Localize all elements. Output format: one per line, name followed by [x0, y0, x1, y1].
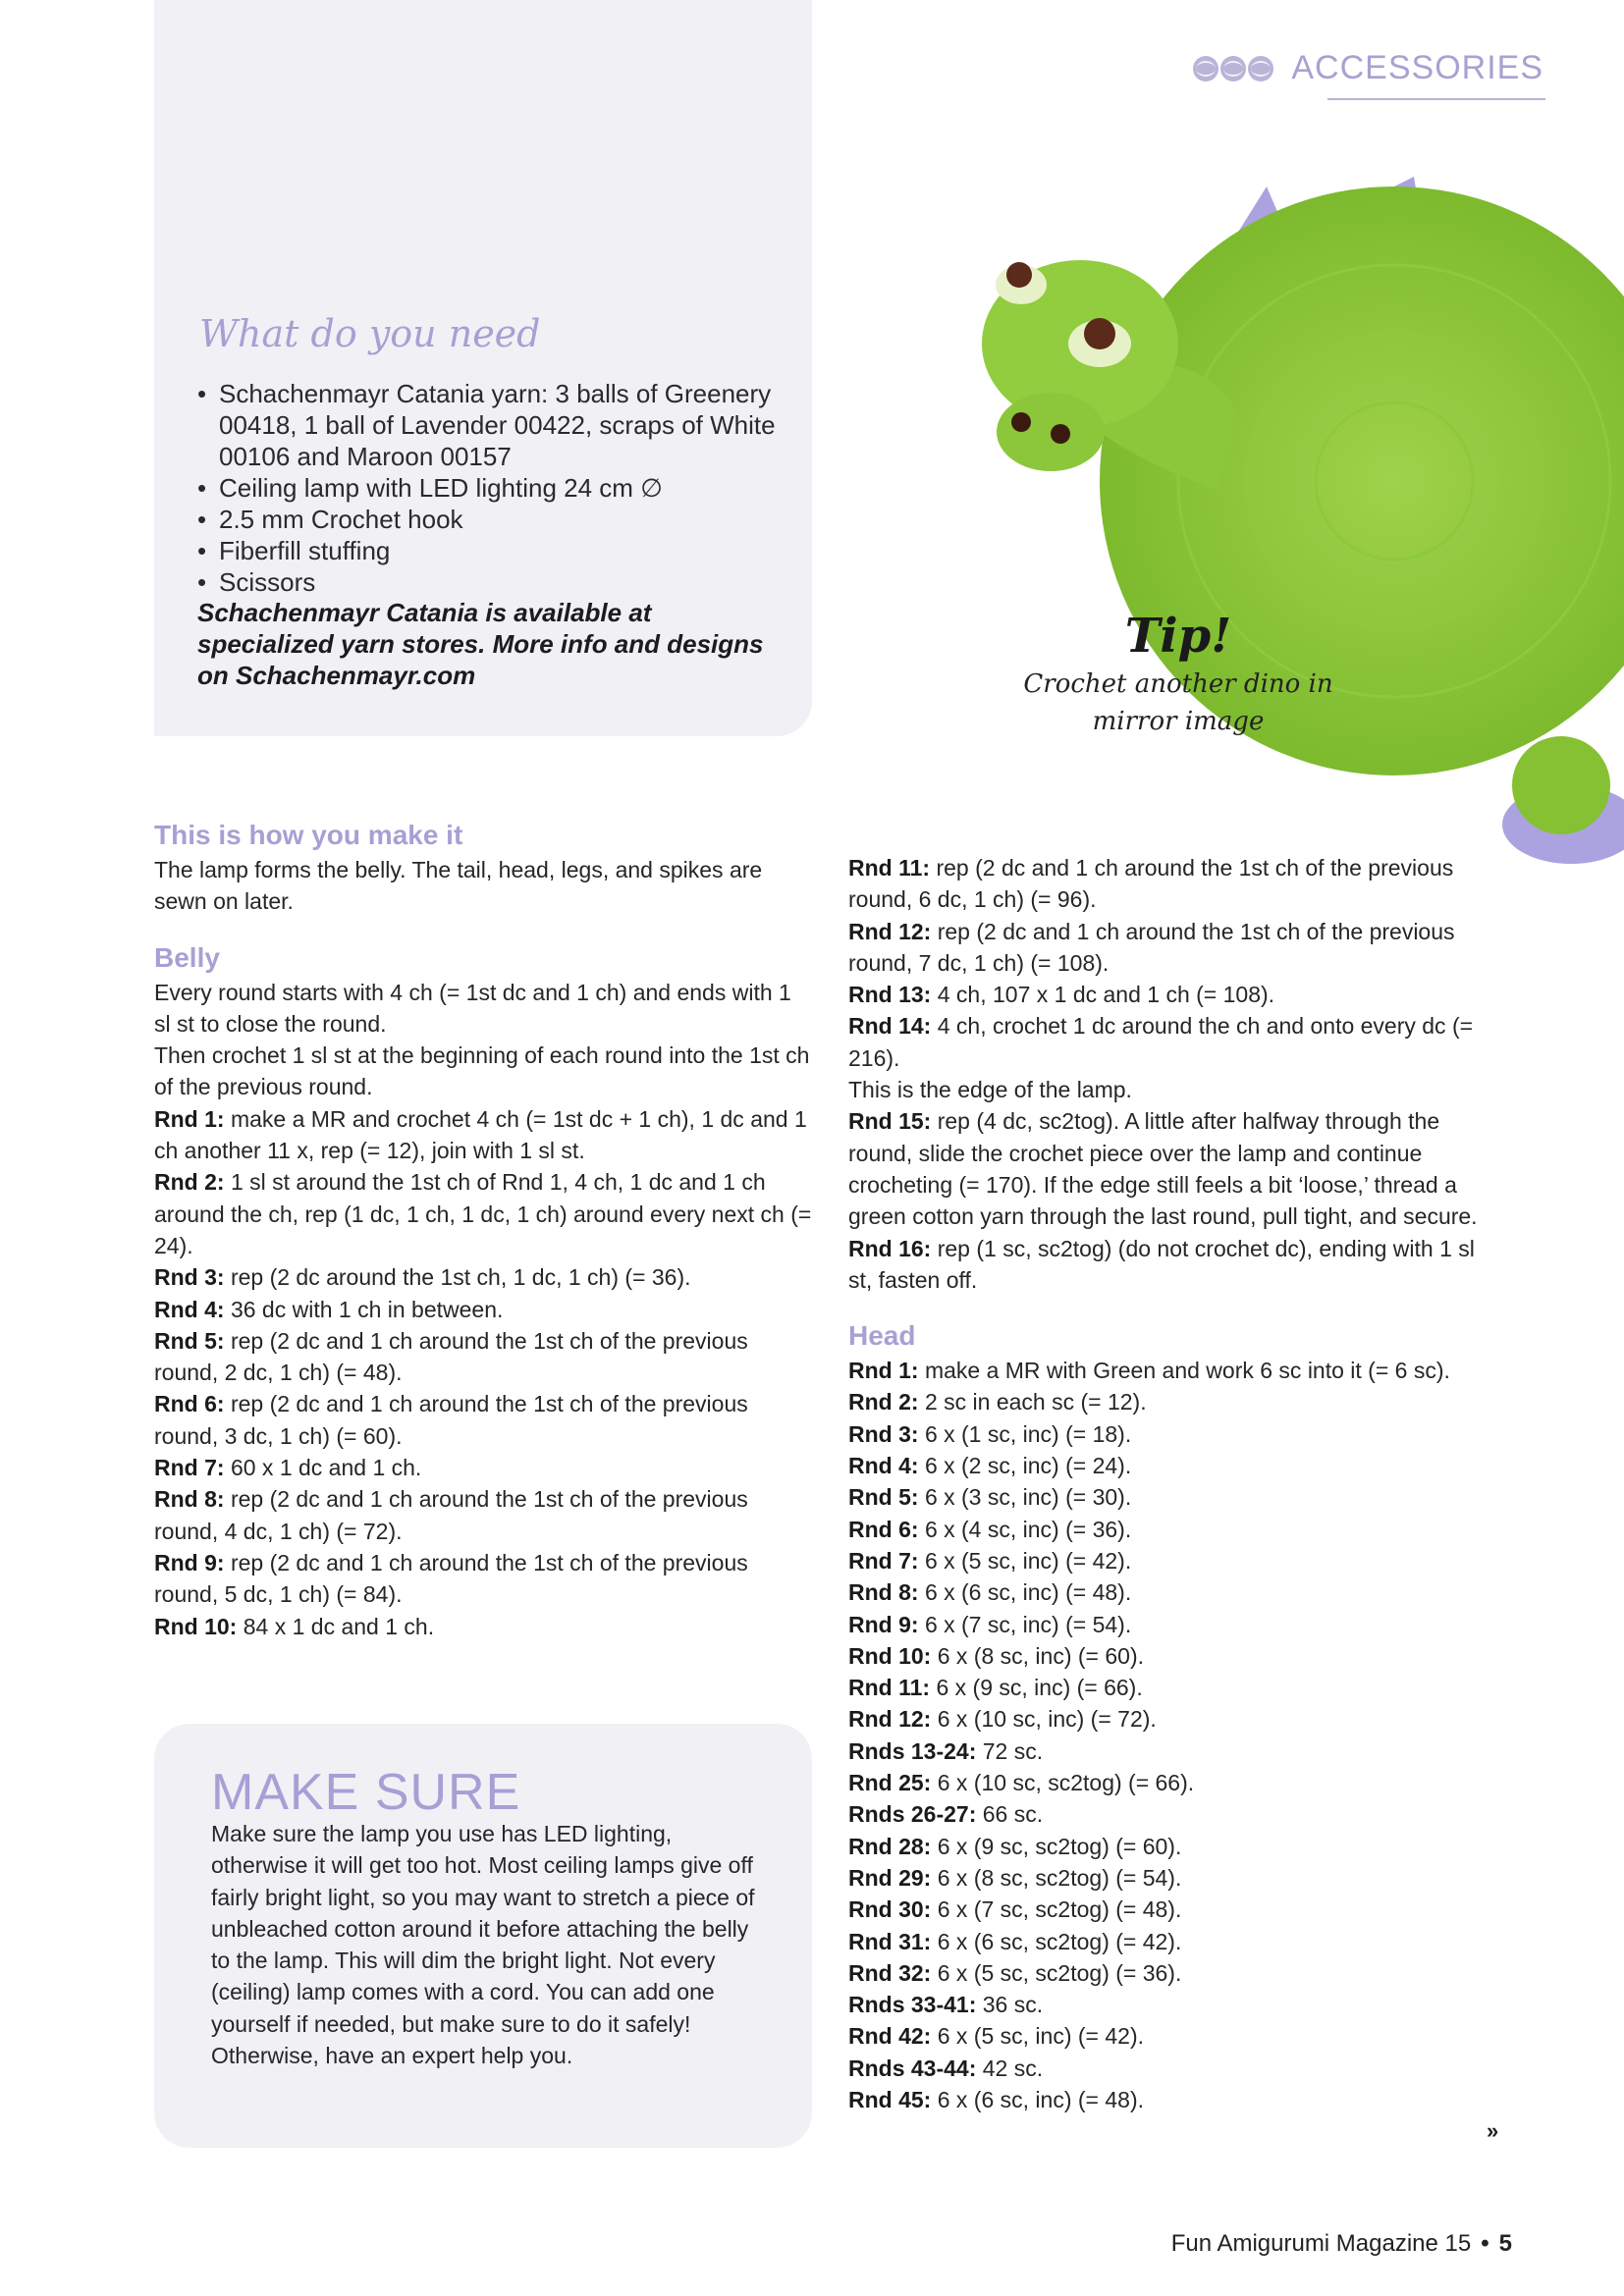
edge-note: This is the edge of the lamp. [848, 1077, 1132, 1103]
page-number: 5 [1498, 2230, 1512, 2257]
make-sure-box [154, 1724, 812, 2148]
section-title: ACCESSORIES [1291, 49, 1543, 86]
round-line [848, 1798, 1487, 1830]
round-text: 6 x (7 sc, sc2tog) (= 48). [937, 1896, 1182, 1923]
round-line [848, 916, 1487, 980]
round-line [848, 1735, 1487, 1767]
round-text: 6 x (1 sc, inc) (= 18). [924, 1420, 1132, 1447]
round-label: Rnd 3: [848, 1420, 919, 1447]
round-text: 66 sc. [982, 1801, 1044, 1828]
round-label: Rnd 16: [848, 1235, 932, 1261]
round-text: 6 x (2 sc, inc) (= 24). [924, 1453, 1132, 1479]
footer-dot: • [1481, 2230, 1489, 2257]
round-text: 6 x (9 sc, sc2tog) (= 60). [937, 1833, 1182, 1859]
round-line [848, 1894, 1487, 1925]
round-text: 6 x (5 sc, inc) (= 42). [937, 2023, 1144, 2050]
round-text: 60 x 1 dc and 1 ch. [230, 1455, 422, 1481]
materials-title: What do you need [199, 312, 541, 355]
round-line [154, 1325, 812, 1389]
round-label: Rnd 9: [848, 1611, 919, 1637]
round-line [154, 1547, 812, 1611]
round-line [848, 1450, 1487, 1481]
round-line [848, 1355, 1487, 1386]
dino-lamp-image [982, 177, 1624, 883]
round-text: 36 sc. [982, 1992, 1044, 2018]
round-label: Rnd 6: [154, 1391, 225, 1417]
round-label: Rnds 13-24: [848, 1737, 977, 1764]
round-text: 36 dc with 1 ch in between. [230, 1296, 504, 1322]
round-text: 4 ch, crochet 1 dc around the ch and onto every dc (= 216). [848, 1013, 1474, 1071]
instructions-right-column [848, 852, 1487, 2115]
round-text: 6 x (5 sc, sc2tog) (= 36). [937, 1959, 1182, 1986]
round-label: Rnd 7: [154, 1455, 225, 1481]
round-line [848, 2084, 1487, 2115]
round-text: rep (2 dc and 1 ch around the 1st ch of the previous round, 4 dc, 1 ch) (= 72). [154, 1486, 748, 1544]
round-label: Rnd 11: [848, 855, 931, 881]
round-label: Rnd 29: [848, 1864, 932, 1891]
round-text: 6 x (6 sc, sc2tog) (= 42). [937, 1928, 1182, 1954]
round-text: 2 sc in each sc (= 12). [924, 1389, 1147, 1415]
round-line [848, 1233, 1487, 1297]
round-label: Rnd 4: [848, 1453, 919, 1479]
round-line [848, 979, 1487, 1010]
materials-list [197, 378, 786, 598]
make-sure-text: Make sure the lamp you use has LED lighting, otherwise it will get too hot. Most ceiling lamps give off fairly bright light, so you may want to stretch a piece of unbleached cotton around it before attaching the belly to the lamp. This will dim the bright light. Not every (ceiling) lamp comes with a cord. You can add one yourself if needed, but make sure to do it safely! Otherwise, have an expert help you. [211, 1821, 755, 2069]
round-line [848, 1703, 1487, 1735]
round-line [848, 1514, 1487, 1545]
round-label: Rnds 43-44: [848, 2055, 977, 2081]
round-label: Rnd 7: [848, 1547, 919, 1574]
materials-item: • Schachenmayr Catania yarn: 3 balls of Greenery 00418, 1 ball of Lavender 00422, scraps of White 00106 and Maroon 00157 [197, 378, 786, 472]
round-line [848, 1386, 1487, 1417]
round-text: 6 x (8 sc, inc) (= 60). [937, 1642, 1144, 1669]
round-label: Rnd 9: [154, 1549, 225, 1575]
round-text: rep (1 sc, sc2tog) (do not crochet dc), ending with 1 sl st, fasten off. [848, 1235, 1475, 1293]
round-line [154, 1103, 812, 1167]
round-label: Rnds 33-41: [848, 1992, 977, 2018]
round-label: Rnd 14: [848, 1013, 932, 1040]
round-label: Rnd 5: [154, 1327, 225, 1354]
round-line [848, 1418, 1487, 1450]
continue-arrow-icon: » [1487, 2118, 1499, 2143]
round-label: Rnd 31: [848, 1928, 932, 1954]
materials-box [154, 0, 812, 736]
round-label: Rnd 45: [848, 2086, 932, 2112]
head-heading: Head [848, 1320, 916, 1352]
round-text: rep (2 dc and 1 ch around the 1st ch of the previous round, 6 dc, 1 ch) (= 96). [848, 855, 1454, 913]
round-text: 6 x (3 sc, inc) (= 30). [924, 1484, 1132, 1511]
round-line [848, 1862, 1487, 1894]
round-line [848, 1105, 1487, 1232]
round-line [848, 1831, 1487, 1862]
round-label: Rnds 26-27: [848, 1801, 977, 1828]
round-label: Rnd 10: [154, 1613, 238, 1639]
materials-item: • Ceiling lamp with LED lighting 24 cm ∅ [197, 472, 786, 504]
round-text: 6 x (4 sc, inc) (= 36). [924, 1516, 1132, 1542]
make-sure-title: MAKE SURE [211, 1764, 521, 1821]
belly-heading: Belly [154, 941, 220, 973]
round-line [848, 1481, 1487, 1513]
round-label: Rnd 12: [848, 1706, 932, 1733]
magazine-name: Fun Amigurumi Magazine 15 [1170, 2230, 1472, 2257]
round-label: Rnd 13: [848, 982, 932, 1008]
availability-note: Schachenmayr Catania is available at specialized yarn stores. More info and designs on Schachenmayr.com [197, 598, 764, 690]
round-line [848, 1767, 1487, 1798]
tip-callout [1021, 607, 1335, 740]
round-text: rep (4 dc, sc2tog). A little after halfway through the round, slide the crochet piece over the lamp and continue crocheting (= 170). If the edge still feels a bit ‘loose,’ thread a green cotton yarn through the last round, pull tight, and secure. [848, 1108, 1478, 1230]
howto-heading: This is how you make it [154, 820, 463, 850]
round-label: Rnd 30: [848, 1896, 932, 1923]
tip-text: Crochet another dino in mirror image [1023, 669, 1333, 736]
round-label: Rnd 12: [848, 918, 932, 944]
round-label: Rnd 2: [154, 1169, 225, 1196]
round-label: Rnd 10: [848, 1642, 932, 1669]
round-label: Rnd 11: [848, 1675, 931, 1701]
round-text: 6 x (6 sc, inc) (= 48). [937, 2086, 1144, 2112]
round-line [154, 1483, 812, 1547]
round-text: rep (2 dc and 1 ch around the 1st ch of the previous round, 5 dc, 1 ch) (= 84). [154, 1549, 748, 1608]
round-line [154, 1611, 812, 1642]
round-label: Rnd 2: [848, 1389, 919, 1415]
belly-intro: Then crochet 1 sl st at the beginning of each round into the 1st ch of the previous round. [154, 1042, 810, 1100]
header-rule [1327, 98, 1545, 100]
materials-item: • Scissors [197, 566, 786, 598]
round-line [848, 1609, 1487, 1640]
round-label: Rnd 42: [848, 2023, 932, 2050]
round-line [848, 1010, 1487, 1074]
round-line [848, 1576, 1487, 1608]
round-line [848, 1672, 1487, 1703]
round-label: Rnd 8: [154, 1486, 225, 1513]
round-line [154, 1388, 812, 1452]
round-label: Rnd 3: [154, 1264, 225, 1291]
round-text: 72 sc. [982, 1737, 1044, 1764]
round-line [154, 1261, 812, 1293]
round-label: Rnd 32: [848, 1959, 932, 1986]
round-text: make a MR with Green and work 6 sc into it (= 6 sc). [924, 1358, 1450, 1384]
round-text: rep (2 dc and 1 ch around the 1st ch of the previous round, 7 dc, 1 ch) (= 108). [848, 918, 1455, 976]
round-line [848, 2053, 1487, 2084]
yarn-balls-icon [1193, 56, 1273, 81]
round-label: Rnd 1: [848, 1358, 919, 1384]
round-line [848, 2020, 1487, 2052]
round-text: 84 x 1 dc and 1 ch. [243, 1613, 435, 1639]
belly-intro: Every round starts with 4 ch (= 1st dc and 1 ch) and ends with 1 sl st to close the round. [154, 979, 791, 1037]
round-label: Rnd 6: [848, 1516, 919, 1542]
round-line [848, 1989, 1487, 2020]
round-text: 1 sl st around the 1st ch of Rnd 1, 4 ch, 1 dc and 1 ch around the ch, rep (1 dc, 1 ch, 1 dc, 1 ch) around every next ch (= 24). [154, 1169, 812, 1258]
round-line [154, 1452, 812, 1483]
round-text: 6 x (9 sc, inc) (= 66). [936, 1675, 1143, 1701]
round-line [154, 1166, 812, 1261]
howto-intro: The lamp forms the belly. The tail, head, legs, and spikes are sewn on later. [154, 857, 763, 915]
round-text: 6 x (8 sc, sc2tog) (= 54). [937, 1864, 1182, 1891]
round-text: make a MR and crochet 4 ch (= 1st dc + 1 ch), 1 dc and 1 ch another 11 x, rep (= 12), join with 1 sl st. [154, 1105, 807, 1164]
materials-item: • 2.5 mm Crochet hook [197, 504, 786, 535]
round-text: rep (2 dc and 1 ch around the 1st ch of the previous round, 2 dc, 1 ch) (= 48). [154, 1327, 748, 1386]
round-label: Rnd 28: [848, 1833, 932, 1859]
round-line [848, 1640, 1487, 1672]
materials-item: • Fiberfill stuffing [197, 535, 786, 566]
round-text: 6 x (5 sc, inc) (= 42). [924, 1547, 1132, 1574]
section-header [1193, 49, 1543, 87]
round-text: rep (2 dc around the 1st ch, 1 dc, 1 ch) (= 36). [230, 1264, 691, 1291]
round-line [848, 1926, 1487, 1957]
round-text: 4 ch, 107 x 1 dc and 1 ch (= 108). [937, 982, 1275, 1008]
round-label: Rnd 1: [154, 1105, 225, 1132]
round-line [848, 852, 1487, 916]
round-text: 42 sc. [982, 2055, 1044, 2081]
round-text: rep (2 dc and 1 ch around the 1st ch of the previous round, 3 dc, 1 ch) (= 60). [154, 1391, 748, 1449]
round-line [848, 1545, 1487, 1576]
round-label: Rnd 5: [848, 1484, 919, 1511]
round-text: 6 x (7 sc, inc) (= 54). [924, 1611, 1132, 1637]
round-line [154, 1294, 812, 1325]
round-label: Rnd 8: [848, 1579, 919, 1606]
round-text: 6 x (10 sc, inc) (= 72). [937, 1706, 1157, 1733]
round-line [848, 1957, 1487, 1989]
round-label: Rnd 25: [848, 1770, 932, 1796]
tip-title: Tip! [1124, 609, 1232, 664]
round-text: 6 x (6 sc, inc) (= 48). [924, 1579, 1132, 1606]
page-footer [1171, 2230, 1512, 2258]
round-text: 6 x (10 sc, sc2tog) (= 66). [937, 1770, 1195, 1796]
round-label: Rnd 4: [154, 1296, 225, 1322]
instructions-left-column [154, 817, 812, 1642]
round-label: Rnd 15: [848, 1108, 932, 1135]
